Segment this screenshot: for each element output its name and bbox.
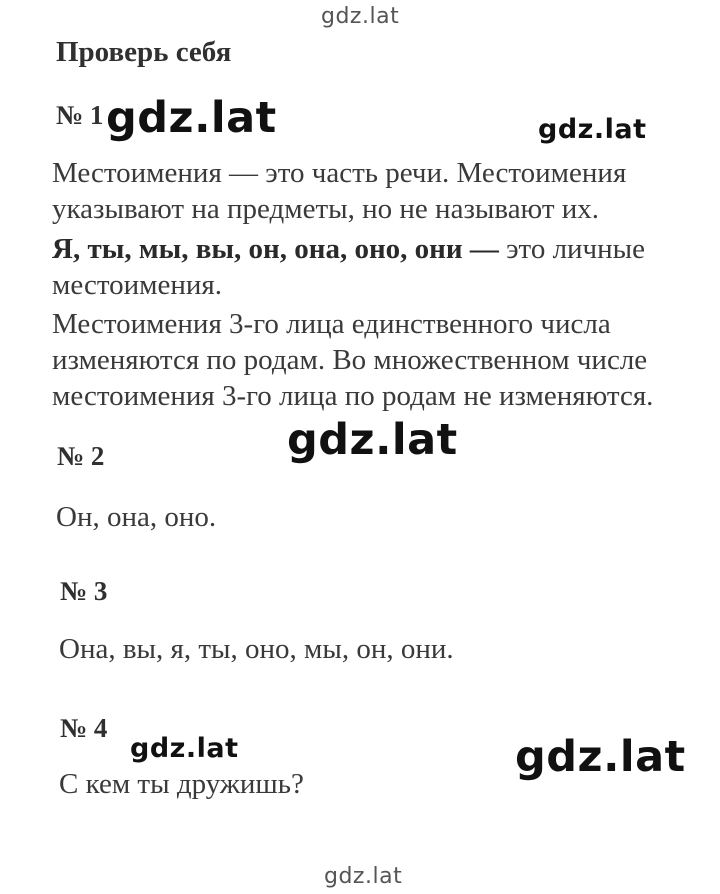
watermark-bottom-right: gdz.lat bbox=[515, 732, 686, 782]
paragraph-line: местоимения. bbox=[52, 269, 222, 301]
section-1-number: № 1 bbox=[56, 100, 104, 130]
paragraph-line: местоимения 3-го лица по родам не изменяются. bbox=[52, 380, 654, 412]
page-title: Проверь себя bbox=[56, 36, 232, 68]
personal-pronouns-list: Я, ты, мы, вы, он, она, оно, они — bbox=[52, 233, 499, 265]
section-1-paragraph-3 bbox=[52, 306, 653, 414]
watermark-footer: gdz.lat bbox=[324, 864, 403, 889]
paragraph-line bbox=[52, 231, 645, 267]
section-1-paragraph-2 bbox=[52, 231, 645, 303]
paragraph-line: Местоимения 3-го лица единственного числа bbox=[52, 308, 611, 340]
watermark-top: gdz.lat bbox=[321, 4, 400, 29]
section-4-answer: С кем ты дружишь? bbox=[59, 768, 304, 800]
paragraph-line: указывают на предметы, но не называют их. bbox=[52, 193, 600, 225]
watermark-header-right: gdz.lat bbox=[538, 114, 647, 145]
watermark-header-big: gdz.lat bbox=[106, 93, 277, 143]
watermark-bottom-left: gdz.lat bbox=[130, 733, 239, 764]
paragraph-text: это личные bbox=[498, 233, 646, 265]
watermark-middle: gdz.lat bbox=[287, 415, 458, 465]
section-4-number: № 4 bbox=[60, 713, 108, 743]
section-2-answer: Он, она, оно. bbox=[56, 501, 217, 533]
paragraph-line: изменяются по родам. Во множественном числе bbox=[52, 344, 648, 376]
section-3-answer: Она, вы, я, ты, оно, мы, он, они. bbox=[59, 633, 454, 665]
paragraph-line: Местоимения — это часть речи. Местоимения bbox=[52, 157, 627, 189]
section-1-paragraph-1 bbox=[52, 155, 626, 227]
section-3-number: № 3 bbox=[60, 576, 108, 606]
section-2-number: № 2 bbox=[57, 441, 105, 471]
